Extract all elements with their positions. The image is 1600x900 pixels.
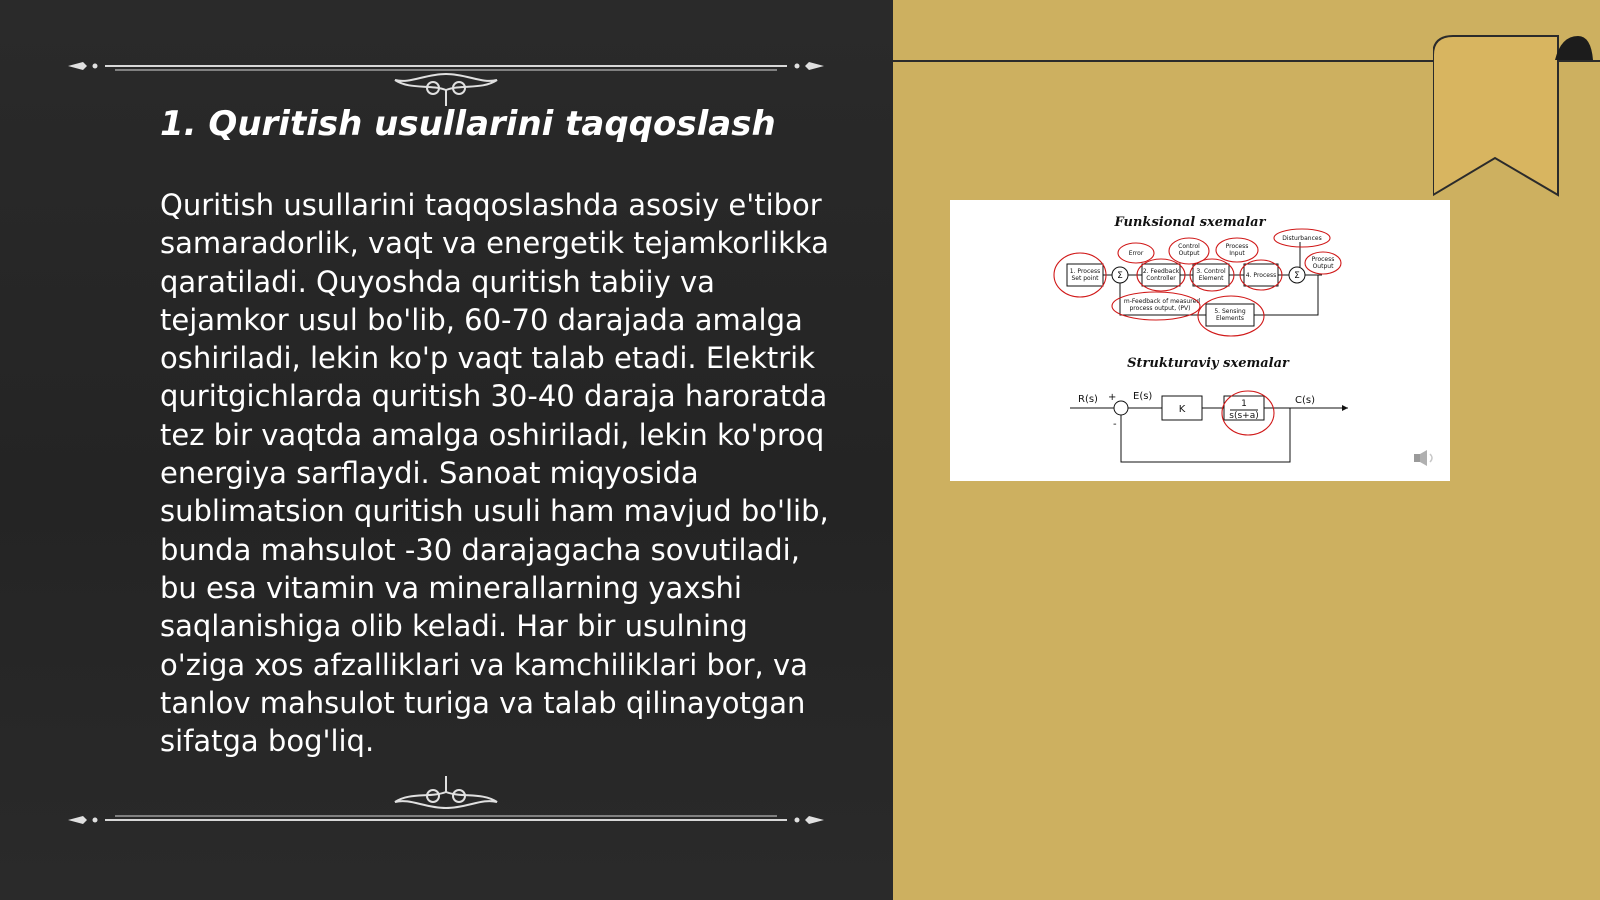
svg-text:R(s): R(s) bbox=[1078, 394, 1098, 405]
svg-text:E(s): E(s) bbox=[1133, 391, 1153, 402]
bookmark-ribbon-icon bbox=[1433, 30, 1593, 200]
svg-text:Σ: Σ bbox=[1294, 271, 1300, 281]
slide-body-text: Quritish usullarini taqqoslashda asosiy e'tibor samaradorlik, vaqt va energetik tejamkorlikka qaratiladi. Quyoshda quritish tabiiy va tejamkor usul bo'lib, 60-70 darajada amalga oshiriladi, lekin ko'p vaqt talab etadi. Elektrik quritgichlarda quritish 30-40 daraja haroratda tez bir vaqtda amalga oshiriladi, lekin ko'proq energiya sarflaydi. Sanoat miqyosida sublimatsion quritish usuli ham mavjud bo'lib, bunda mahsulot -30 darajagacha sovutiladi, bu esa vitamin va minerallarning yaxshi saqlanishiga olib keladi. Har bir usulning o'ziga xos afzalliklari va kamchiliklari bor, va tanlov mahsulot turiga va talab qilinayotgan sifatga bog'liq. bbox=[160, 188, 829, 759]
svg-text:process output, (PV): process output, (PV) bbox=[1129, 305, 1191, 312]
structural-schemes-title: Strukturaviy sxemalar bbox=[1127, 356, 1289, 371]
svg-text:Output: Output bbox=[1178, 250, 1200, 257]
svg-text:Error: Error bbox=[1128, 250, 1144, 257]
speaker-icon[interactable] bbox=[1414, 450, 1432, 466]
svg-text:Controller: Controller bbox=[1146, 275, 1176, 282]
ornament-divider-icon bbox=[65, 774, 827, 834]
svg-text:2. Feedback: 2. Feedback bbox=[1142, 268, 1180, 275]
control-diagram-image bbox=[950, 200, 1450, 481]
svg-text:+: + bbox=[1108, 392, 1117, 403]
svg-text:Output: Output bbox=[1312, 263, 1334, 270]
svg-text:Control: Control bbox=[1178, 243, 1200, 250]
slide-title: 1. Quritish usullarini taqqoslash bbox=[160, 104, 776, 144]
svg-text:3. Control: 3. Control bbox=[1196, 268, 1226, 275]
ornament-divider-icon bbox=[65, 50, 827, 110]
svg-text:Process: Process bbox=[1225, 243, 1249, 250]
structural-summing-junction bbox=[1114, 401, 1128, 415]
control-diagram bbox=[950, 200, 1450, 481]
svg-text:4. Process: 4. Process bbox=[1245, 272, 1277, 279]
svg-text:Input: Input bbox=[1229, 250, 1245, 257]
svg-text:m-Feedback of measured: m-Feedback of measured bbox=[1123, 298, 1201, 305]
svg-text:Elements: Elements bbox=[1216, 315, 1244, 322]
svg-text:s(s+a): s(s+a) bbox=[1229, 411, 1259, 421]
svg-text:5. Sensing: 5. Sensing bbox=[1214, 308, 1246, 315]
svg-text:1. Process: 1. Process bbox=[1069, 268, 1101, 275]
svg-text:C(s): C(s) bbox=[1295, 395, 1315, 406]
svg-text:Disturbances: Disturbances bbox=[1282, 235, 1322, 242]
functional-schemes-title: Funksional sxemalar bbox=[1114, 215, 1266, 230]
svg-text:Process: Process bbox=[1311, 256, 1335, 263]
svg-text:1: 1 bbox=[1241, 399, 1247, 409]
svg-text:K: K bbox=[1178, 404, 1186, 415]
svg-text:Set point: Set point bbox=[1071, 275, 1099, 282]
svg-text:Element: Element bbox=[1198, 275, 1224, 282]
svg-text:-: - bbox=[1113, 419, 1117, 430]
svg-text:Σ: Σ bbox=[1117, 271, 1123, 281]
